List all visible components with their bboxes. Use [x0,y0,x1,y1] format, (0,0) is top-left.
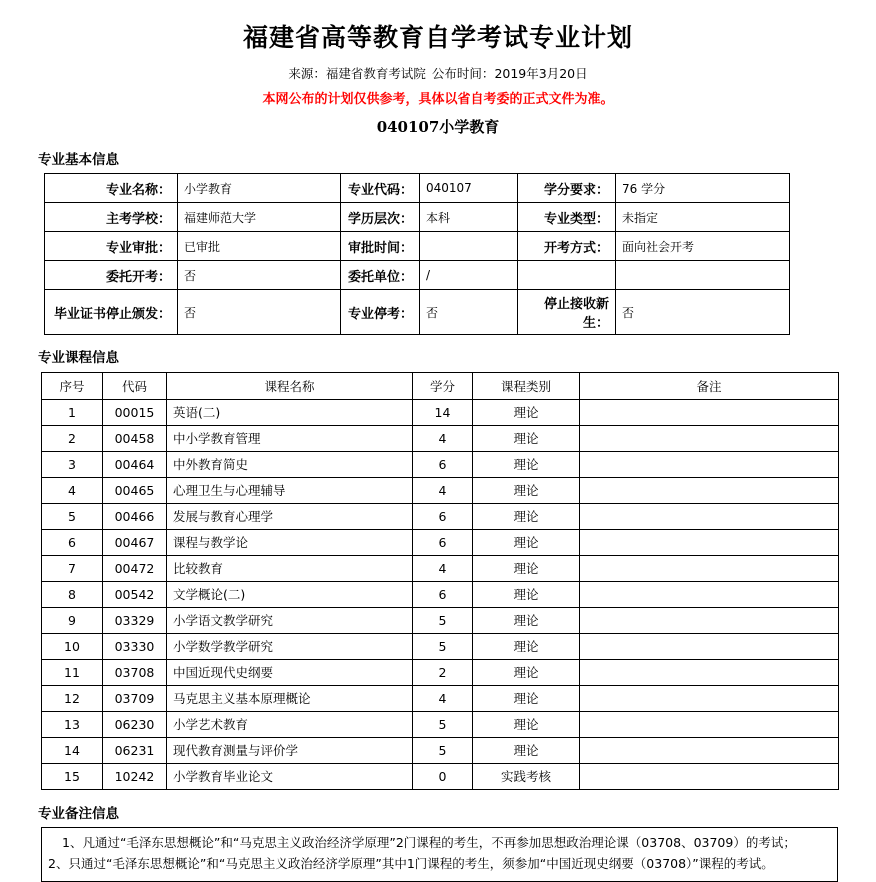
field-value: 否 [178,261,341,290]
column-header-credit: 学分 [413,372,473,399]
page-title: 福建省高等教育自学考试专业计划 [242,23,633,52]
publish-label: 公布时间： [431,66,495,82]
course-note [580,555,839,581]
table-row [42,711,839,737]
course-code: 00466 [103,503,167,529]
field-label: 开考方式： [518,232,616,261]
course-credit: 4 [413,555,473,581]
course-code: 00015 [103,399,167,425]
table-row [42,555,839,581]
field-value: 本科 [420,203,518,232]
course-type: 理论 [473,685,580,711]
course-code: 00465 [103,477,167,503]
remark-info-section [32,790,844,882]
course-name: 中国近现代史纲要 [167,659,413,685]
course-type: 理论 [473,659,580,685]
table-row [45,290,790,335]
course-note [580,737,839,763]
course-note [580,659,839,685]
course-no: 14 [42,737,103,763]
course-no: 15 [42,763,103,789]
field-label: 审批时间： [341,232,420,261]
course-note [580,711,839,737]
field-value: 小学教育 [178,174,341,203]
course-credit: 4 [413,477,473,503]
field-value: 已审批 [178,232,341,261]
course-name: 现代教育测量与评价学 [167,737,413,763]
course-code: 03329 [103,607,167,633]
course-credit: 6 [413,529,473,555]
field-value: 否 [616,290,790,335]
course-name: 中外教育简史 [167,451,413,477]
table-header-row [42,372,839,399]
remark-box [41,827,838,881]
column-header-code: 代码 [103,372,167,399]
basic-info-section [32,136,844,336]
course-credit: 6 [413,581,473,607]
course-credit: 6 [413,503,473,529]
remark-line: 2、只通过“毛泽东思想概论”和“马克思主义政治经济学原理”其中1门课程的考生，须参加“中国近现史纲要（03708）”课程的考试。 [48,856,774,872]
field-value-empty [616,261,790,290]
course-code: 03709 [103,685,167,711]
field-label: 毕业证书停止颁发： [45,290,178,335]
course-note [580,399,839,425]
course-name: 小学教育毕业论文 [167,763,413,789]
field-label: 专业名称： [45,174,178,203]
course-credit: 5 [413,607,473,633]
course-type: 理论 [473,555,580,581]
table-row [42,659,839,685]
remark-info-heading: 专业备注信息 [38,805,119,822]
table-row [42,477,839,503]
field-value: 未指定 [616,203,790,232]
course-credit: 2 [413,659,473,685]
course-name: 小学数学教学研究 [167,633,413,659]
table-row [42,425,839,451]
table-row [42,503,839,529]
course-credit: 4 [413,685,473,711]
course-code: 06230 [103,711,167,737]
course-no: 10 [42,633,103,659]
table-row [42,529,839,555]
course-type: 理论 [473,607,580,633]
course-type: 实践考核 [473,763,580,789]
course-type: 理论 [473,711,580,737]
course-note [580,763,839,789]
course-name: 中小学教育管理 [167,425,413,451]
column-header-note: 备注 [580,372,839,399]
course-no: 9 [42,607,103,633]
table-row [42,763,839,789]
source-label: 来源： [288,66,326,82]
field-label: 专业类型： [518,203,616,232]
course-no: 5 [42,503,103,529]
course-info-heading: 专业课程信息 [38,350,119,367]
course-credit: 6 [413,451,473,477]
course-note [580,425,839,451]
course-code: 06231 [103,737,167,763]
table-row [45,232,790,261]
course-no: 1 [42,399,103,425]
course-code: 00464 [103,451,167,477]
course-note [580,581,839,607]
course-credit: 14 [413,399,473,425]
course-type: 理论 [473,451,580,477]
course-type: 理论 [473,425,580,451]
field-value: 否 [178,290,341,335]
course-credit: 5 [413,633,473,659]
table-row [42,633,839,659]
course-note [580,529,839,555]
course-table-body [42,399,839,789]
course-no: 13 [42,711,103,737]
field-label: 主考学校： [45,203,178,232]
course-note [580,607,839,633]
field-label: 专业停考： [341,290,420,335]
field-label: 学历层次： [341,203,420,232]
course-no: 3 [42,451,103,477]
field-value: 面向社会开考 [616,232,790,261]
table-row [45,203,790,232]
table-row [42,685,839,711]
field-value [420,232,518,261]
course-name: 小学语文教学研究 [167,607,413,633]
field-label: 委托单位： [341,261,420,290]
course-credit: 4 [413,425,473,451]
source-and-publish-line [0,53,876,81]
course-code: 10242 [103,763,167,789]
remark-line: 1、凡通过“毛泽东思想概论”和“马克思主义政治经济学原理”2门课程的考生，不再参加思想政治理论课（03708、03709）的考试； [62,835,796,851]
field-value: 76 学分 [616,174,790,203]
field-label-empty [518,261,616,290]
course-code: 00467 [103,529,167,555]
course-code: 03330 [103,633,167,659]
field-value: / [420,261,518,290]
course-code: 00542 [103,581,167,607]
course-note [580,503,839,529]
course-name: 马克思主义基本原理概论 [167,685,413,711]
field-label: 停止接收新生： [518,290,616,335]
course-name: 小学艺术教育 [167,711,413,737]
column-header-type: 课程类别 [473,372,580,399]
course-credit: 5 [413,737,473,763]
course-note [580,685,839,711]
course-code: 03708 [103,659,167,685]
field-label: 专业代码： [341,174,420,203]
source-value: 福建省教育考试院 [325,66,426,82]
course-type: 理论 [473,477,580,503]
course-type: 理论 [473,399,580,425]
course-note [580,477,839,503]
field-label: 专业审批： [45,232,178,261]
column-header-name: 课程名称 [167,372,413,399]
course-credit: 5 [413,711,473,737]
course-type: 理论 [473,581,580,607]
table-row [42,737,839,763]
basic-info-table [44,173,790,335]
course-name: 英语(二) [167,399,413,425]
course-info-section [32,335,844,790]
major-code-heading: 040107小学教育 [376,117,500,136]
course-name: 比较教育 [167,555,413,581]
course-note [580,451,839,477]
table-row [42,607,839,633]
course-type: 理论 [473,529,580,555]
table-row [42,581,839,607]
publish-value: 2019年3月20日 [494,66,588,82]
course-no: 8 [42,581,103,607]
course-note [580,633,839,659]
course-name: 发展与教育心理学 [167,503,413,529]
course-credit: 0 [413,763,473,789]
table-row [42,451,839,477]
table-row [42,399,839,425]
course-name: 心理卫生与心理辅导 [167,477,413,503]
field-value: 040107 [420,174,518,203]
course-no: 4 [42,477,103,503]
course-type: 理论 [473,737,580,763]
basic-info-heading: 专业基本信息 [38,151,119,168]
course-no: 11 [42,659,103,685]
course-type: 理论 [473,633,580,659]
course-name: 文学概论(二) [167,581,413,607]
field-label: 委托开考： [45,261,178,290]
course-no: 6 [42,529,103,555]
course-no: 12 [42,685,103,711]
course-type: 理论 [473,503,580,529]
course-code: 00472 [103,555,167,581]
table-row [45,174,790,203]
field-value: 否 [420,290,518,335]
disclaimer-notice: 本网公布的计划仅供参考，具体以省自考委的正式文件为准。 [262,92,614,108]
course-name: 课程与教学论 [167,529,413,555]
course-no: 7 [42,555,103,581]
field-label: 学分要求： [518,174,616,203]
table-row [45,261,790,290]
course-no: 2 [42,425,103,451]
course-info-table [41,372,839,790]
course-code: 00458 [103,425,167,451]
field-value: 福建师范大学 [178,203,341,232]
column-header-no: 序号 [42,372,103,399]
